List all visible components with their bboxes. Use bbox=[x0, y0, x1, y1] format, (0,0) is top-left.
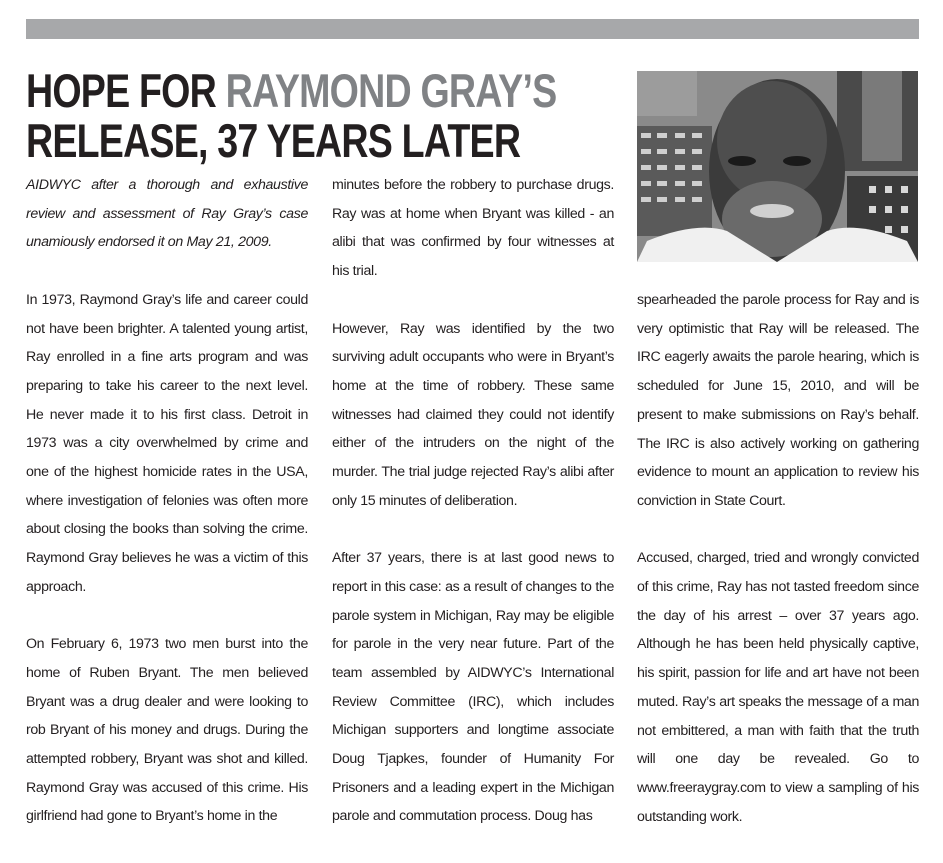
headline-line-2: RELEASE, 37 YEARS LATER bbox=[26, 114, 521, 167]
article-headline bbox=[26, 64, 557, 167]
article-column-1 bbox=[26, 171, 308, 860]
article-column-2 bbox=[332, 171, 614, 860]
article-paragraph: On February 6, 1973 two men burst into the home of Ruben Bryant. The men believed Bryant was a drug dealer and were looking to rob Bryant of his money and drugs. During the attempted robbery, Bryant was shot and killed. Raymond Gray was accused of this crime. His girlfriend had gone to Bryant’s home in the bbox=[26, 636, 308, 825]
article-paragraph: However, Ray was identified by the two surviving adult occupants who were in Bryant’s home at the time of robbery. These same witnesses had claimed they could not identify either of the intruders on the night of the murder. The trial judge rejected Ray’s alibi after only 15 minutes of deliberation. bbox=[332, 320, 614, 509]
portrait-image-icon bbox=[637, 71, 918, 262]
headline-gray-part: RAYMOND GRAY’S bbox=[225, 64, 557, 117]
headline-dark-part: HOPE FOR bbox=[26, 64, 226, 117]
article-paragraph: After 37 years, there is at last good news to report in this case: as a result of changes to the parole system in Michigan, Ray may be eligible for parole in the very near future. Part of the team assembled by AIDWYC’s International Review Committee (IRC), which includes Michigan supporters and longtime associate Doug Tjapkes, founder of Humanity For Prisoners and a leading expert in the Michigan parole and commutation process. Doug has bbox=[332, 550, 614, 825]
article-paragraph: In 1973, Raymond Gray’s life and career could not have been brighter. A talented young artist, Ray enrolled in a fine arts program and was preparing to take his career to the next level. He never made it to his first class. Detroit in 1973 was a city overwhelmed by crime and one of the highest homicide rates in the USA, where investigation of felonies was often more about closing the books than solving the crime. Raymond Gray believes he was a victim of this approach. bbox=[26, 291, 308, 595]
portrait-photo bbox=[637, 71, 918, 262]
article-paragraph: minutes before the robbery to purchase drugs. Ray was at home when Bryant was killed - an alibi that was confirmed by four witnesses at his trial. bbox=[332, 177, 614, 280]
article-column-3 bbox=[637, 286, 919, 860]
article-paragraph: spearheaded the parole process for Ray and is very optimistic that Ray will be released. The IRC eagerly awaits the parole hearing, which is scheduled for June 15, 2010, and will be present to make submissions on Ray’s behalf. The IRC is also actively working on gathering evidence to mount an application to review his conviction in State Court. bbox=[637, 292, 919, 509]
article-paragraph: Accused, charged, tried and wrongly convicted of this crime, Ray has not tasted freedom since the day of his arrest – over 37 years ago. Although he has been held physically captive, his spirit, passion for life and art have not been muted. Ray’s art speaks the message of a man not embittered, a man with faith that the truth will one day be revealed. Go to www.freeraygray.com to view a sampling of his outstanding work. bbox=[637, 550, 919, 825]
article-lead: AIDWYC after a thorough and exhaustive review and assessment of Ray Gray’s case unamiously endorsed it on May 21, 2009. bbox=[26, 177, 308, 251]
top-decorative-bar bbox=[26, 19, 919, 39]
